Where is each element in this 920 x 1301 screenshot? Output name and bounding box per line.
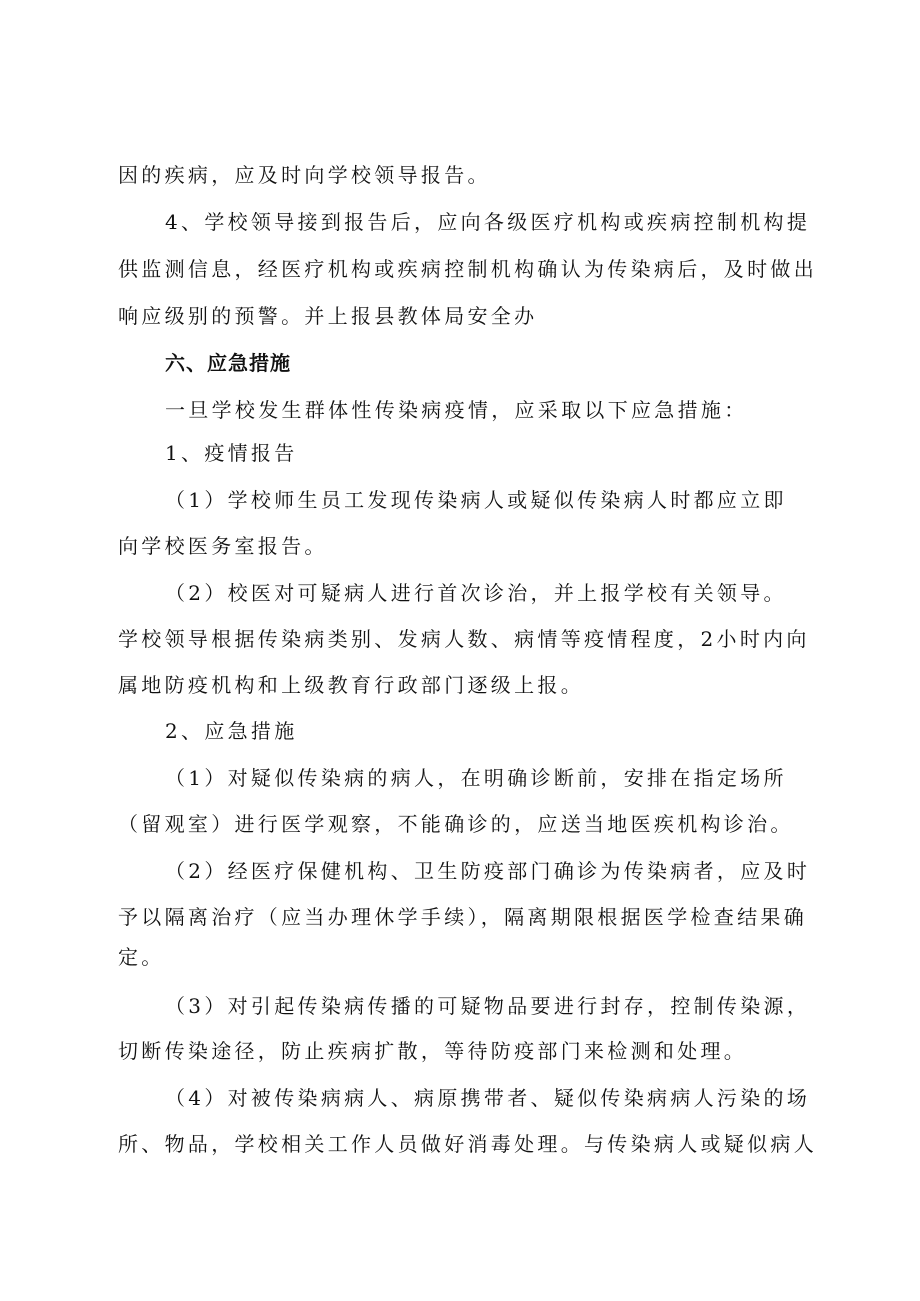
paragraph-line: 切断传染途径，防止疾病扩散，等待防疫部门来检测和处理。 bbox=[118, 1039, 748, 1063]
paragraph-line: 4、学校领导接到报告后，应向各级医疗机构或疾病控制机构提 bbox=[165, 210, 811, 234]
paragraph-line: 向学校医务室报告。 bbox=[118, 534, 328, 558]
paragraph-line: 所、物品，学校相关工作人员做好消毒处理。与传染病人或疑似病人 bbox=[118, 1132, 817, 1156]
paragraph-line: （3）对引起传染病传播的可疑物品要进行封存，控制传染源， bbox=[165, 994, 811, 1018]
paragraph-line: 属地防疫机构和上级教育行政部门逐级上报。 bbox=[118, 673, 584, 697]
paragraph-line: 学校领导根据传染病类别、发病人数、病情等疫情程度，2小时内向 bbox=[118, 627, 810, 651]
paragraph-line: （留观室）进行医学观察，不能确诊的，应送当地医疾机构诊治。 bbox=[118, 812, 794, 836]
paragraph-line: 予以隔离治疗（应当办理休学手续），隔离期限根据医学检查结果确 bbox=[118, 905, 807, 929]
subsection-heading: 2、应急措施 bbox=[165, 719, 298, 743]
paragraph-line: （1）对疑似传染病的病人，在明确诊断前，安排在指定场所 bbox=[165, 766, 787, 790]
section-heading: 六、应急措施 bbox=[165, 351, 291, 375]
paragraph-line: 因的疾病，应及时向学校领导报告。 bbox=[118, 163, 491, 187]
paragraph-line: （2）校医对可疑病人进行首次诊治，并上报学校有关领导。 bbox=[165, 581, 787, 605]
paragraph-line: （1）学校师生员工发现传染病人或疑似传染病人时都应立即 bbox=[165, 488, 787, 512]
paragraph-line: 供监测信息，经医疗机构或疾病控制机构确认为传染病后，及时做出 bbox=[118, 257, 817, 281]
paragraph-line: （2）经医疗保健机构、卫生防疫部门确诊为传染病者，应及时 bbox=[165, 859, 811, 883]
paragraph-line: 一旦学校发生群体性传染病疫情，应采取以下应急措施： bbox=[165, 398, 748, 422]
subsection-heading: 1、疫情报告 bbox=[165, 441, 298, 465]
paragraph-line: 定。 bbox=[118, 945, 165, 969]
paragraph-line: 响应级别的预警。并上报县教体局安全办 bbox=[118, 304, 538, 328]
paragraph-line: （4）对被传染病病人、病原携带者、疑似传染病病人污染的场 bbox=[165, 1086, 811, 1110]
